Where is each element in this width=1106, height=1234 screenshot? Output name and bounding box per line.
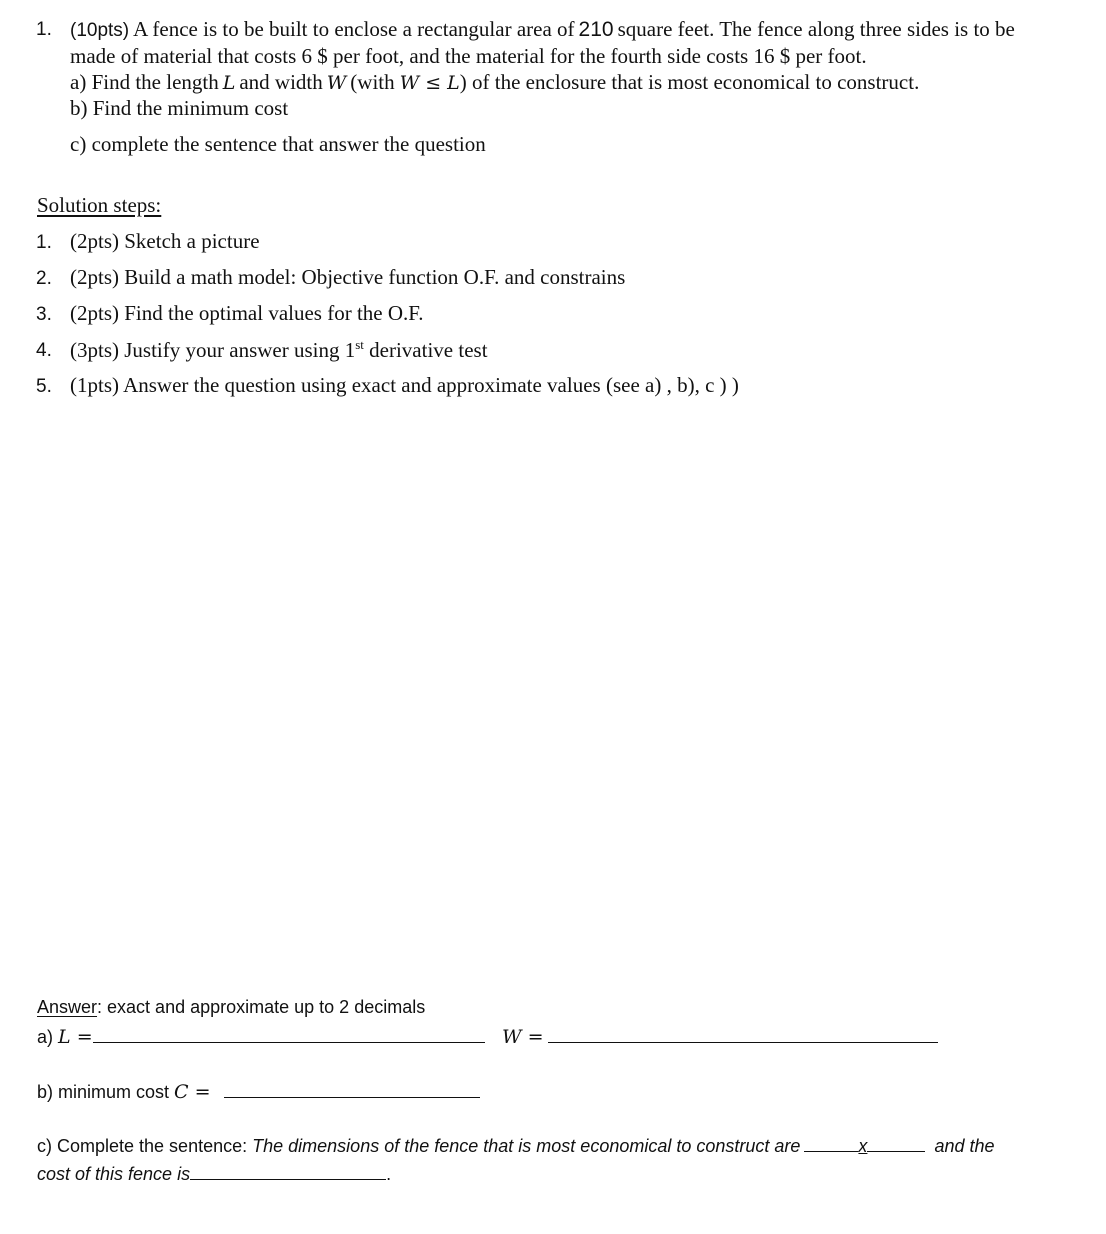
step-text-a: (3pts) Justify your answer using 1 bbox=[70, 338, 356, 362]
C-answer-blank[interactable] bbox=[224, 1079, 480, 1098]
problem-text-1a: A fence is to be built to enclose a rectangular area of bbox=[133, 17, 575, 41]
problem-part-c: c) complete the sentence that answer the question bbox=[70, 132, 486, 156]
answer-a-row bbox=[37, 1024, 485, 1048]
var-W: W bbox=[326, 72, 347, 94]
answer-heading bbox=[37, 997, 425, 1018]
step-text-b: derivative test bbox=[363, 338, 488, 362]
answer-L-eq: L = bbox=[58, 1026, 93, 1048]
condition: W ≤ L bbox=[399, 72, 460, 94]
answer-c-line2: cost of this fence is bbox=[37, 1164, 191, 1184]
answer-C-eq: C = bbox=[174, 1081, 211, 1103]
part-a-text-4: ) of the enclosure that is most economical to construct. bbox=[459, 70, 920, 94]
answer-W-eq: W = bbox=[502, 1026, 544, 1048]
step-sup: st bbox=[355, 337, 364, 352]
answer-W-row bbox=[502, 1024, 938, 1048]
step-text: (2pts) Find the optimal values for the O.F. bbox=[70, 301, 424, 325]
problem-text-1b: square feet. The fence along three sides is to be bbox=[617, 17, 1015, 41]
answer-label: Answer bbox=[37, 997, 98, 1017]
answer-c-row-2 bbox=[37, 1161, 391, 1185]
problem-area: 210 bbox=[578, 18, 614, 41]
answer-c-row-1 bbox=[37, 1133, 995, 1157]
solution-heading: Solution steps: bbox=[37, 193, 162, 217]
step-number: 5. bbox=[36, 376, 52, 397]
answer-a-prefix: a) bbox=[37, 1027, 54, 1047]
step-text: (1pts) Answer the question using exact and approximate values (see a) , b), c ) ) bbox=[70, 373, 739, 397]
answer-c-and: and the bbox=[934, 1136, 995, 1156]
problem-part-a bbox=[70, 70, 919, 95]
part-a-text-2: and width bbox=[239, 70, 323, 94]
step-text: (2pts) Build a math model: Objective function O.F. and constrains bbox=[70, 265, 626, 289]
L-answer-blank[interactable] bbox=[93, 1024, 485, 1043]
problem-line-1 bbox=[70, 17, 1015, 42]
cost-answer-blank[interactable] bbox=[190, 1161, 386, 1180]
problem-number: 1. bbox=[36, 19, 52, 40]
step-number: 4. bbox=[36, 340, 52, 361]
part-a-text-3: (with bbox=[350, 70, 395, 94]
step-number: 3. bbox=[36, 304, 52, 325]
answer-c-label: c) Complete the sentence: bbox=[37, 1136, 248, 1156]
W-answer-blank[interactable] bbox=[548, 1024, 938, 1043]
step-number: 2. bbox=[36, 268, 52, 289]
step-text: (2pts) Sketch a picture bbox=[70, 229, 260, 253]
answer-c-end: . bbox=[386, 1164, 392, 1184]
answer-label-rest: : exact and approximate up to 2 decimals bbox=[97, 997, 426, 1017]
var-L: L bbox=[222, 72, 236, 94]
answer-b-label: b) minimum cost bbox=[37, 1082, 170, 1102]
answer-c-italic: The dimensions of the fence that is most economical to construct are bbox=[252, 1136, 801, 1156]
problem-points: (10pts) bbox=[70, 20, 130, 41]
answer-c-x: x bbox=[858, 1136, 868, 1156]
step-number: 1. bbox=[36, 232, 52, 253]
dimension-1-blank[interactable] bbox=[804, 1133, 858, 1152]
part-a-text-1: a) Find the length bbox=[70, 70, 219, 94]
dimension-2-blank[interactable] bbox=[867, 1133, 925, 1152]
problem-line-2: made of material that costs 6 $ per foot, and the material for the fourth side costs 16 $ per foot. bbox=[70, 44, 867, 68]
problem-part-b: b) Find the minimum cost bbox=[70, 96, 289, 120]
answer-b-row bbox=[37, 1079, 480, 1103]
step-text bbox=[70, 337, 488, 363]
